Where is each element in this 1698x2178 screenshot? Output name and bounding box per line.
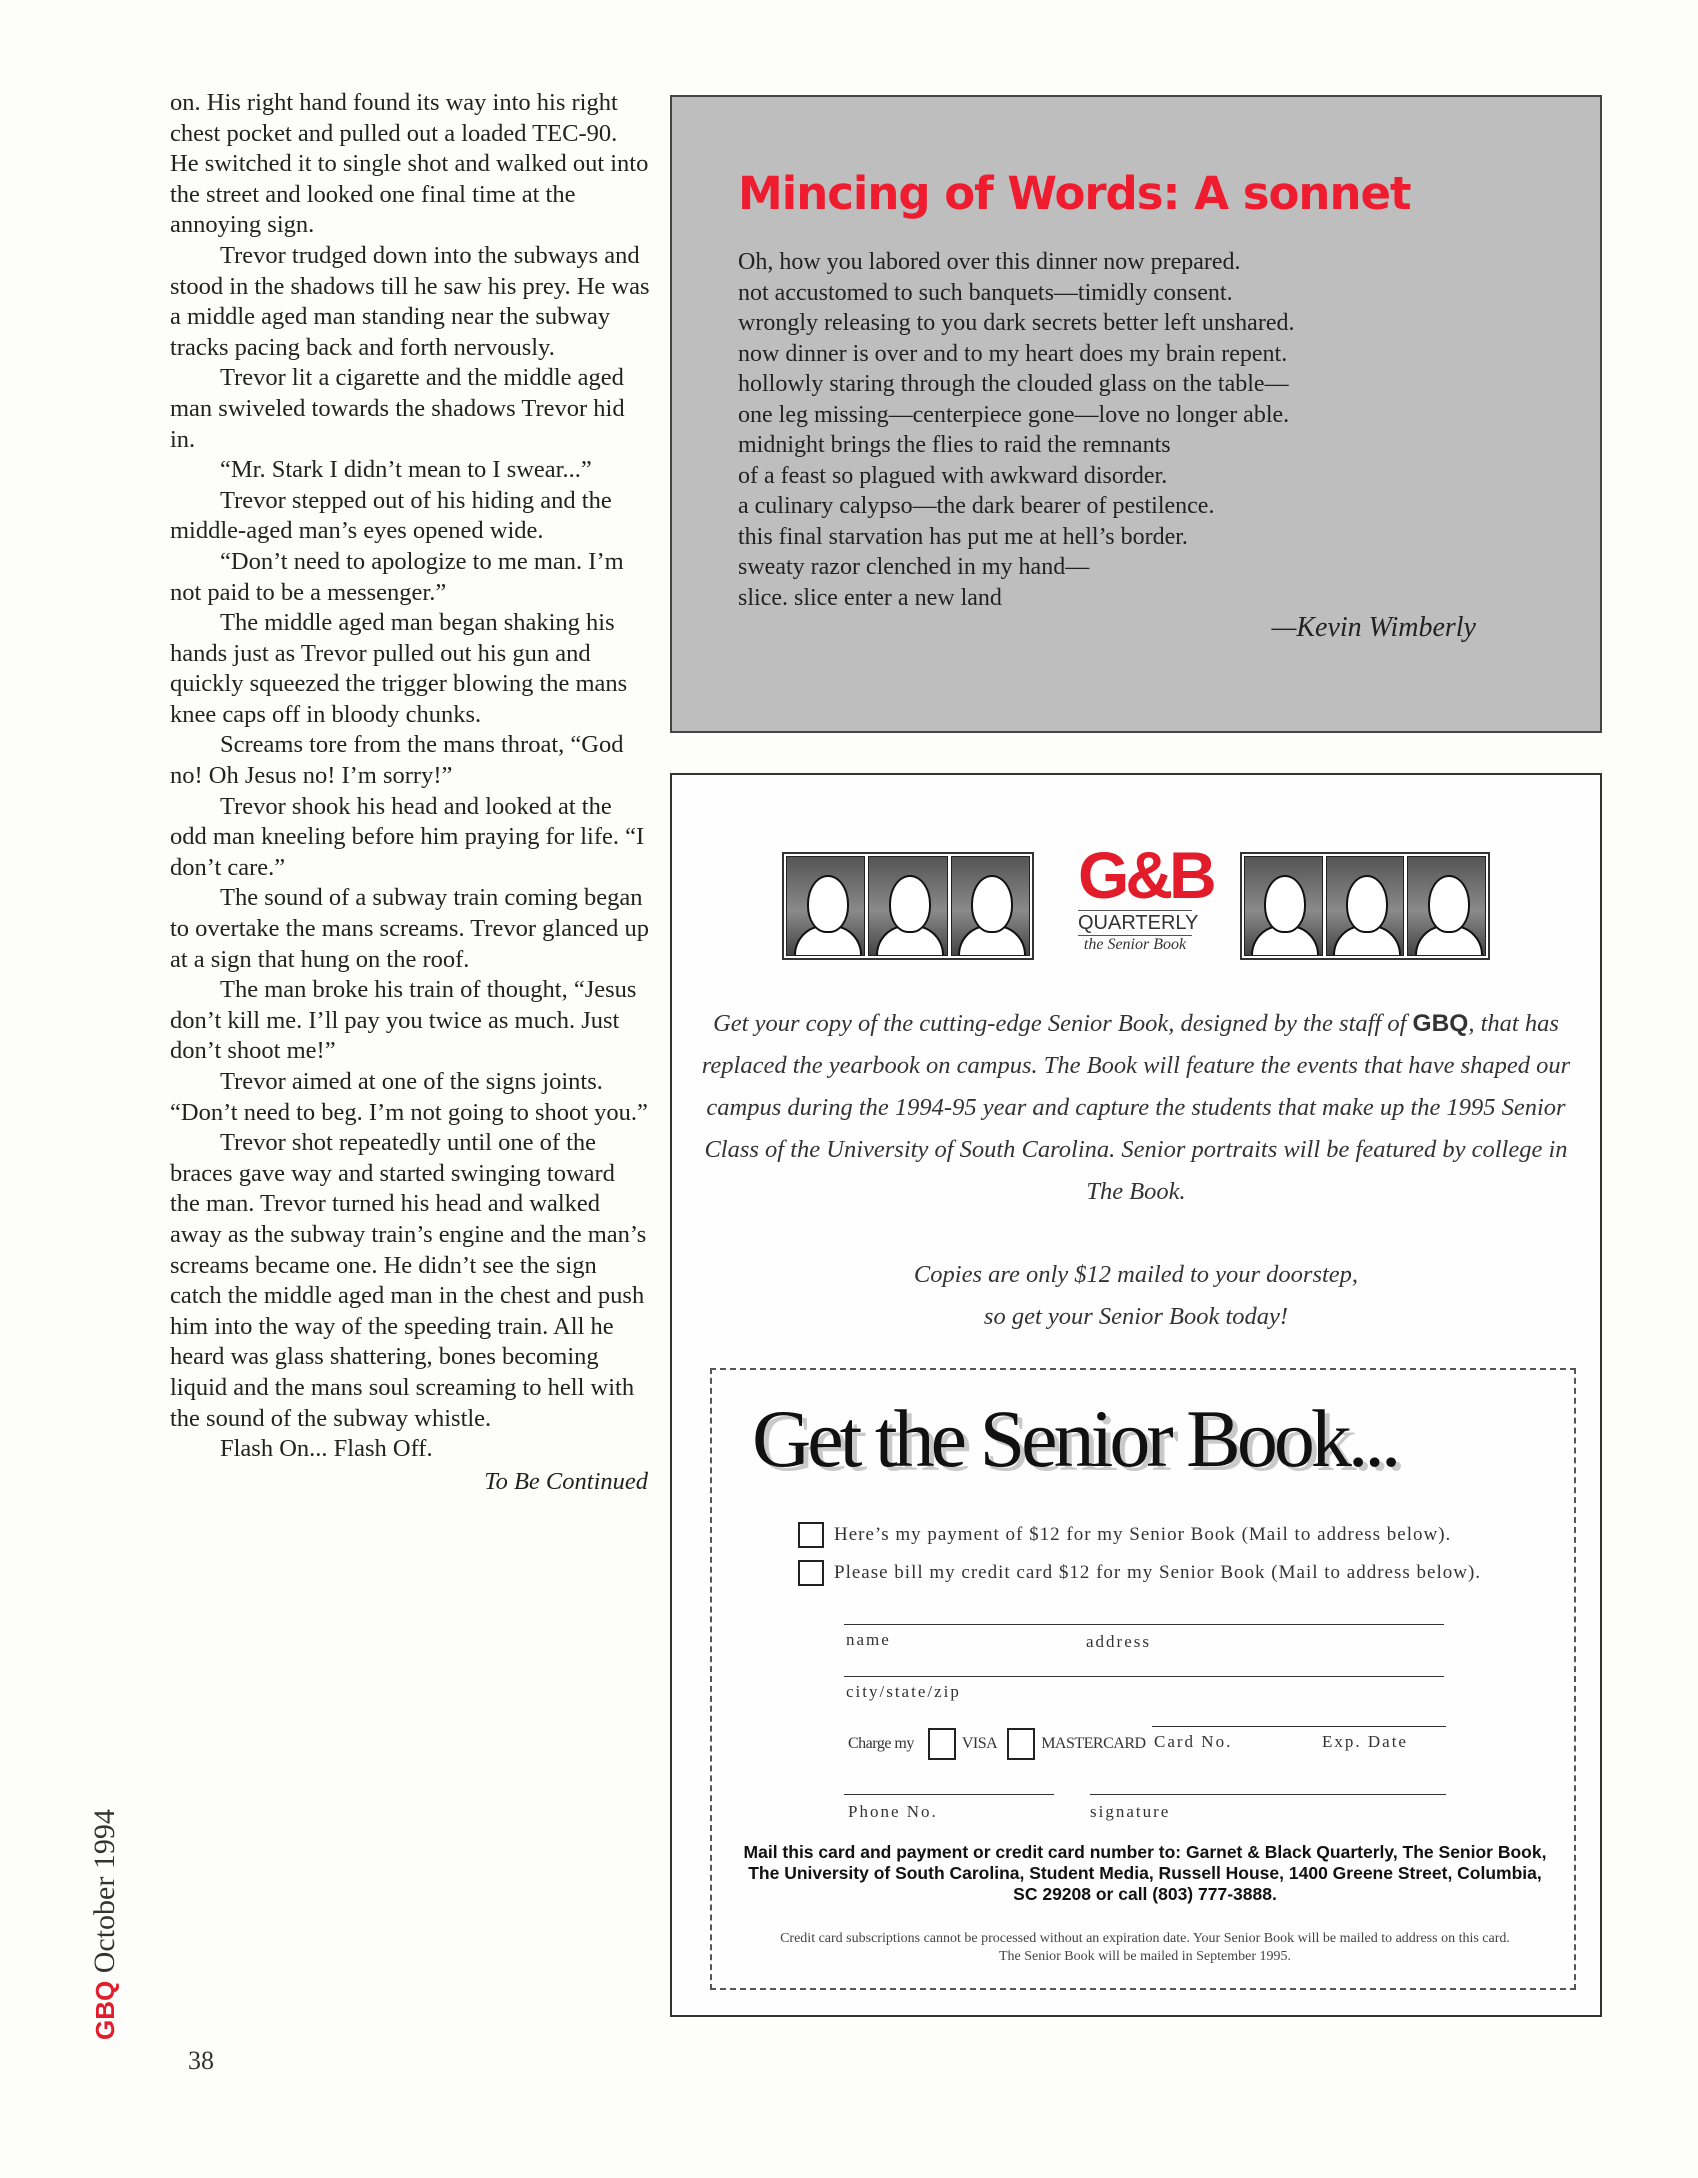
- story-paragraph: The middle aged man began shaking his hands just as Trevor pulled out his gun and quickly squeezed the trigger blowing the mans knee caps off in bloody chunks.: [170, 609, 628, 728]
- checkbox[interactable]: [798, 1560, 824, 1586]
- mastercard-checkbox[interactable]: [1007, 1728, 1035, 1760]
- story-column: [170, 88, 650, 1497]
- option-bill-card[interactable]: [798, 1560, 1481, 1586]
- poem-line: hollowly staring through the clouded glass on the table—: [738, 371, 1289, 397]
- story-paragraph: Trevor stepped out of his hiding and the middle-aged man’s eyes opened wide.: [170, 486, 612, 545]
- footer-issue: October 1994: [88, 1809, 121, 1974]
- signature-label: signature: [1090, 1802, 1171, 1821]
- poem-line: slice. slice enter a new land: [738, 584, 1002, 611]
- story-paragraph: “Mr. Stark I didn’t mean to I swear...”: [220, 456, 592, 484]
- poem-line: now dinner is over and to my heart does my brain repent.: [738, 340, 1288, 367]
- pitch-text: Get your copy of the cutting-edge Senior Book, designed by the staff of: [713, 1010, 1407, 1037]
- pitch-text-rest: , that has replaced the yearbook on campus. The Book will feature the events that have shaped our campus during the 1994-95 year and capture the students that make up the 1995 Senior Class of the University of South Carolina. Senior portraits will be featured by college in The Book.: [701, 1010, 1571, 1205]
- address-label: address: [1086, 1632, 1151, 1651]
- silhouette-portrait: [1407, 856, 1486, 956]
- silhouette-portrait: [1326, 856, 1405, 956]
- logo-tagline: the Senior Book: [1083, 936, 1187, 953]
- portrait-frame-right: [1240, 852, 1490, 960]
- coupon-title: Get the Senior Book...: [752, 1393, 1398, 1484]
- city-line[interactable]: [844, 1676, 1444, 1677]
- gb-quarterly-logo: [1078, 838, 1213, 954]
- option-label: Here’s my payment of $12 for my Senior Book (Mail to address below).: [834, 1524, 1452, 1545]
- poem-line: midnight brings the flies to raid the remnants: [738, 432, 1171, 458]
- story-paragraph: Flash On... Flash Off.: [220, 1435, 433, 1463]
- silhouette-portrait: [868, 856, 947, 956]
- to-be-continued: To Be Continued: [484, 1467, 648, 1495]
- poem-body: [738, 247, 1294, 613]
- story-paragraph: Trevor shook his head and looked at the odd man kneeling before him praying for life. “I don’t care.”: [170, 792, 645, 881]
- poem-line: Oh, how you labored over this dinner now prepared.: [738, 249, 1241, 275]
- charge-label: Charge my: [848, 1735, 914, 1752]
- card-label: Card No.: [1154, 1732, 1233, 1751]
- visa-label: VISA: [961, 1735, 998, 1752]
- price-line: Copies are only $12 mailed to your doorstep,: [913, 1261, 1359, 1288]
- charge-row: [848, 1728, 1146, 1760]
- logo-mark: G&B: [1078, 838, 1213, 912]
- ad-price: [690, 1254, 1582, 1338]
- ad-pitch: [690, 1003, 1582, 1213]
- poem-line: not accustomed to such banquets—timidly consent.: [738, 279, 1233, 306]
- signature-line[interactable]: [1090, 1794, 1446, 1795]
- poem-line: a culinary calypso—the dark bearer of pestilence.: [738, 493, 1215, 519]
- story-paragraph: Trevor aimed at one of the signs joints. “Don’t need to beg. I’m not going to shoot you.”: [170, 1068, 648, 1126]
- silhouette-portrait: [1244, 856, 1323, 956]
- visa-checkbox[interactable]: [928, 1728, 956, 1760]
- issue-footer: [88, 1809, 122, 2040]
- phone-label: Phone No.: [848, 1802, 938, 1821]
- poem-line: this final starvation has put me at hell’s border.: [738, 523, 1188, 550]
- card-line[interactable]: [1152, 1726, 1446, 1727]
- exp-label: Exp. Date: [1322, 1732, 1408, 1751]
- story-paragraph: The sound of a subway train coming began to overtake the mans screams. Trevor glanced up at a sign that hung on the roof.: [170, 884, 649, 973]
- story-paragraph: on. His right hand found its way into his right chest pocket and pulled out a loaded TEC-90. He switched it to single shot and walked out into the street and looked one final time at the annoying sign.: [170, 89, 649, 239]
- pitch-brand: GBQ: [1412, 1010, 1469, 1037]
- poem-line: wrongly releasing to you dark secrets better left unshared.: [738, 310, 1295, 336]
- poem-line: sweaty razor clenched in my hand—: [738, 554, 1090, 580]
- name-address-line[interactable]: [844, 1624, 1444, 1625]
- footer-brand: GBQ: [90, 1980, 120, 2040]
- order-coupon: [710, 1368, 1576, 1990]
- fine-print: Credit card subscriptions cannot be processed without an expiration date. Your Senior Book will be mailed to address on this card. The Senior Book will be mailed in September 1995.: [780, 1931, 1510, 1964]
- logo-name: QUARTERLY: [1078, 912, 1199, 934]
- story-paragraph: “Don’t need to apologize to me man. I’m not paid to be a messenger.”: [170, 547, 624, 606]
- story-paragraph: The man broke his train of thought, “Jesus don’t kill me. I’ll pay you twice as much. Just don’t shoot me!”: [170, 976, 637, 1065]
- phone-line[interactable]: [844, 1794, 1054, 1795]
- mail-instructions: Mail this card and payment or credit card number to: Garnet & Black Quarterly, The Senior Book, The University of South Carolina, Student Media, Russell House, 1400 Greene Street, Columbia, SC 29208 or call (803) 777-3888.: [743, 1842, 1547, 1904]
- city-label: city/state/zip: [846, 1682, 961, 1701]
- page-number: 38: [188, 2046, 214, 2075]
- option-label: Please bill my credit card $12 for my Senior Book (Mail to address below).: [834, 1562, 1482, 1583]
- mastercard-label: MASTERCARD: [1041, 1735, 1146, 1752]
- poem-line: of a feast so plagued with awkward disorder.: [738, 462, 1168, 489]
- poem-line: one leg missing—centerpiece gone—love no longer able.: [738, 401, 1290, 428]
- checkbox[interactable]: [798, 1522, 824, 1548]
- name-label: name: [846, 1630, 891, 1649]
- story-paragraph: Screams tore from the mans throat, “God no! Oh Jesus no! I’m sorry!”: [170, 731, 624, 790]
- option-pay-check[interactable]: [798, 1522, 1451, 1548]
- silhouette-portrait: [786, 856, 865, 956]
- poem-box: [670, 95, 1602, 733]
- silhouette-portrait: [951, 856, 1030, 956]
- price-line: so get your Senior Book today!: [983, 1303, 1289, 1330]
- story-paragraph: Trevor lit a cigarette and the middle aged man swiveled towards the shadows Trevor hid in.: [170, 364, 625, 453]
- story-paragraph: Trevor trudged down into the subways and stood in the shadows till he saw his prey. He was a middle aged man standing near the subway tracks pacing back and forth nervously.: [170, 241, 650, 361]
- portrait-frame-left: [782, 852, 1034, 960]
- poem-title: Mincing of Words: A sonnet: [738, 167, 1411, 220]
- poem-author: —Kevin Wimberly: [1271, 612, 1476, 643]
- story-paragraph: Trevor shot repeatedly until one of the braces gave way and started swinging toward the man. Trevor turned his head and walked away as the subway train’s engine and the man’s screams became one. He didn’t see the sign catch the middle aged man in the chest and push him into the way of the speeding train. All he heard was glass shattering, bones becoming liquid and the mans soul screaming to hell with the sound of the subway whistle.: [170, 1129, 647, 1432]
